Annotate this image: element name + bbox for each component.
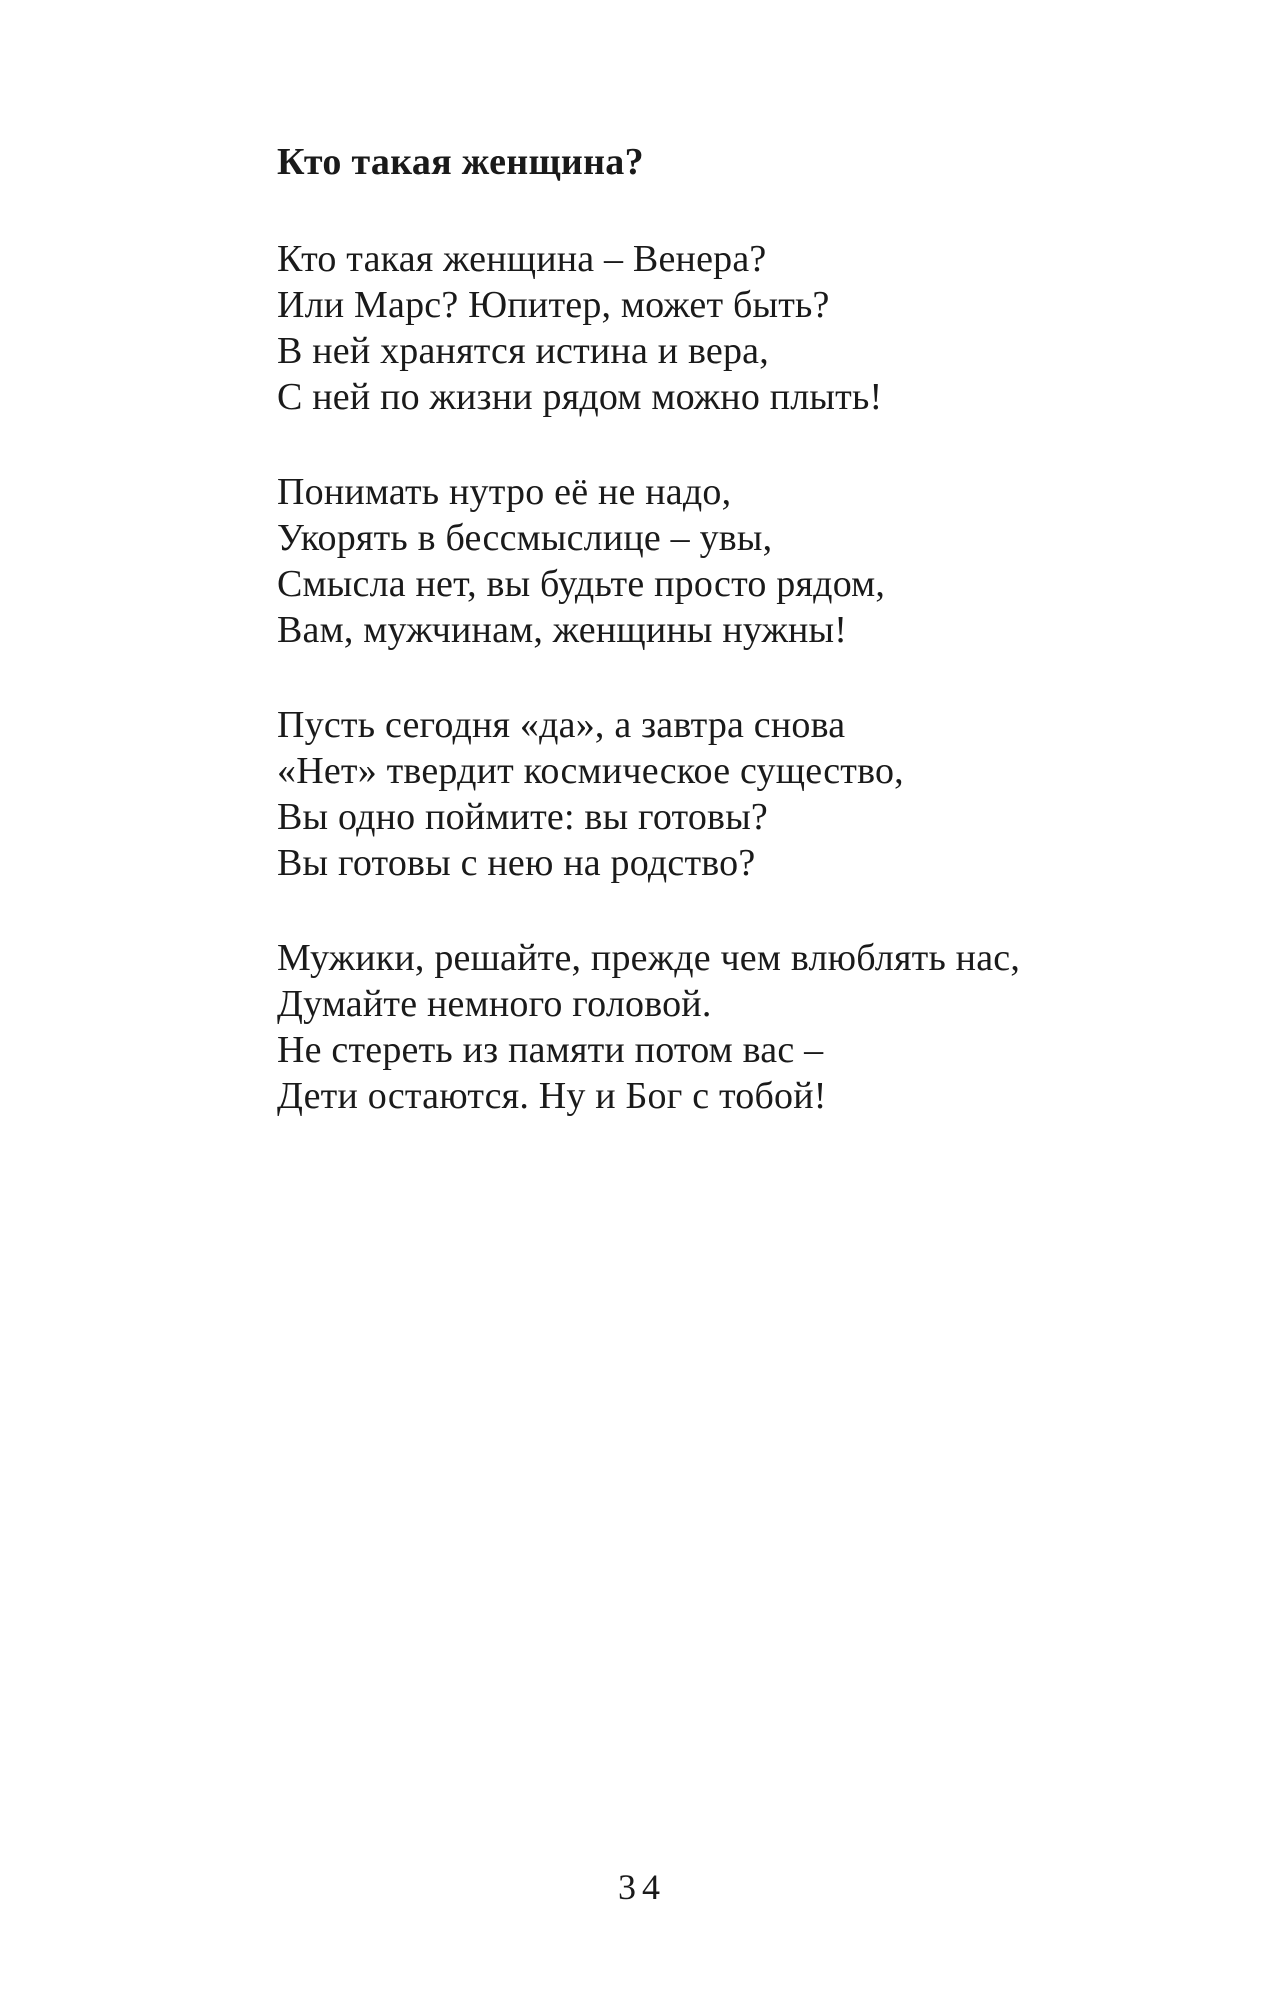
poem-line: «Нет» твердит космическое существо, — [277, 750, 904, 792]
poem-line: Укорять в бессмыслице – увы, — [277, 517, 773, 559]
poem-title: Кто такая женщина? — [277, 141, 644, 183]
poem-line: В ней хранятся истина и вера, — [277, 330, 769, 372]
poem-line: Кто такая женщина – Венера? — [277, 238, 767, 280]
poem-line: Думайте немного головой. — [277, 983, 712, 1025]
poem-line: Мужики, решайте, прежде чем влюблять нас, — [277, 937, 1021, 979]
stanza-3 — [277, 702, 1177, 886]
poem-line: Вам, мужчинам, женщины нужны! — [277, 609, 848, 651]
poem-line: С ней по жизни рядом можно плыть! — [277, 376, 883, 418]
poem-line: Вы одно поймите: вы готовы? — [277, 796, 768, 838]
poem-line: Или Марс? Юпитер, может быть? — [277, 284, 830, 326]
poem-line: Понимать нутро её не надо, — [277, 471, 732, 513]
poem-line: Дети остаются. Ну и Бог с тобой! — [277, 1075, 827, 1117]
poem-line: Вы готовы с нею на родство? — [277, 842, 756, 884]
stanza-1 — [277, 236, 1177, 420]
poem-line: Пусть сегодня «да», а завтра снова — [277, 704, 846, 746]
stanza-2 — [277, 469, 1177, 653]
poem-line: Смысла нет, вы будьте просто рядом, — [277, 563, 886, 605]
page-number: 34 — [618, 1867, 666, 1907]
poem-line: Не стереть из памяти потом вас – — [277, 1029, 824, 1071]
stanza-4 — [277, 935, 1177, 1119]
